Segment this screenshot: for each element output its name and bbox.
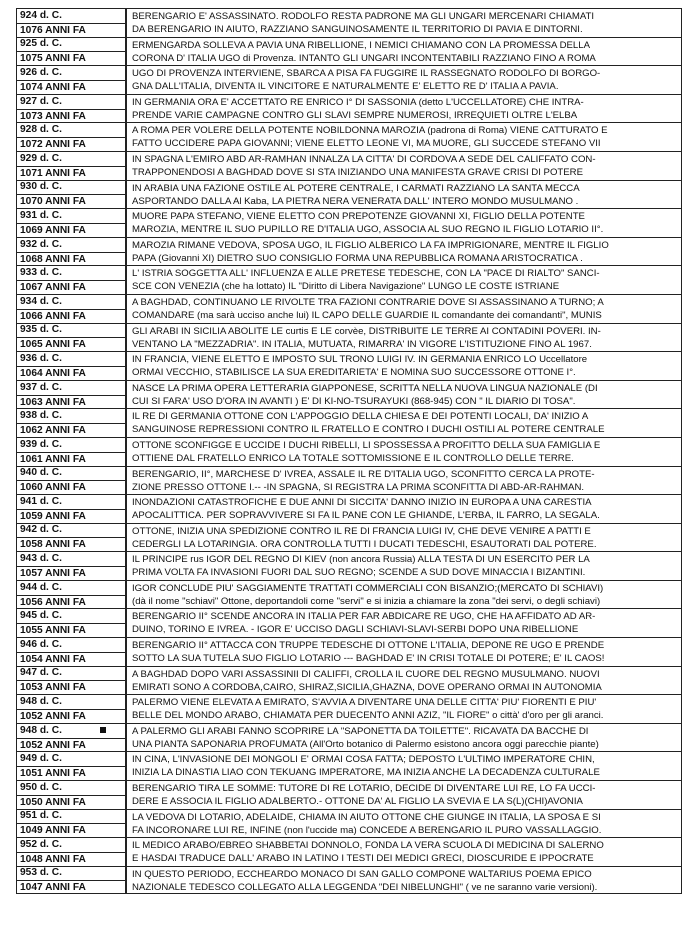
event-line: L' ISTRIA SOGGETTA ALL' INFLUENZA E ALLE PRETESE TEDESCHE, CON LA "PACE DI RIALTO" SANCI- [132,268,600,280]
event-text [127,95,681,123]
event-line: MUORE PAPA STEFANO, VIENE ELETTO CON PREPOTENZE GIOVANNI XI, FIGLIO DELLA POTENTE [132,211,585,223]
event-line: SCE CON VENEZIA (che ha lottato) IL "Diritto di Libera Navigazione" LUNGO LE COSTE ISTRIANE [132,281,560,293]
event-line: GNA DALL'ITALIA, DIVENTA IL VINCITORE E NATURALMENTE E' ELETTO RE D' ITALIA A PAVIA. [132,81,559,93]
event-text [127,9,681,37]
years-ago-label: 1070 ANNI FA [20,196,86,208]
table-row [16,37,682,66]
date-cell [17,123,127,151]
date-cell [17,324,127,352]
table-row [16,208,682,237]
date-cell [17,181,127,209]
event-line: IN ARABIA UNA FAZIONE OSTILE AL POTERE CENTRALE, I CARMATI RAZZIANO LA SANTA MECCA [132,182,580,194]
event-line: DUINO, TORINO E IVREA. - IGOR E' UCCISO DAGLI SCHIAVI-SLAVI-SERBI DOPO UNA RIBELLIONE [132,624,579,636]
years-ago-label: 1074 ANNI FA [20,81,86,93]
event-line: A BAGHDAD DOPO VARI ASSASSINII DI CALIFFI, CROLLA IL CUORE DEL REGNO MUSULMANO. NUOVI [132,668,600,680]
years-ago-label: 1073 ANNI FA [20,110,86,122]
date-cell [17,695,127,723]
year-label: 948 d. C. [20,724,62,736]
year-label: 939 d. C. [20,438,62,450]
event-line: (dà il nome "schiavi" Ottone, deportandoli come "servi" e si inizia a chiamare la zona "dei servi, o degli schiavi) [132,595,601,607]
event-line: ASPORTANDO DALLA Al Kaba, LA PIETRA NERA VENERATA DALL' INTERO MONDO MUSULMANO . [132,195,579,207]
event-text [127,409,681,437]
event-text [127,752,681,780]
years-ago-label: 1049 ANNI FA [20,825,86,837]
event-line: BERENGARIO TIRA LE SOMME: TUTORE DI RE LOTARIO, DECIDE DI DIVENTARE LUI RE, LO FA UCCI- [132,783,596,795]
table-row [16,237,682,266]
table-row [16,323,682,352]
chronology-table [16,8,682,894]
year-label: 929 d. C. [20,152,62,164]
event-line: IL PRINCIPE rus IGOR DEL REGNO DI KIEV (non ancora Russia) ALLA TESTA DI UN ESERCITO PER LA [132,554,590,566]
years-ago-label: 1055 ANNI FA [20,625,86,637]
year-label: 937 d. C. [20,381,62,393]
event-line: COMANDARE (ma sarà ucciso anche lui) IL CAPO DELLE GUARDIE IL comandante dei comandanti", MUNIS [132,309,602,321]
years-ago-label: 1076 ANNI FA [20,24,86,36]
year-label: 933 d. C. [20,267,62,279]
event-line: BELLE DEL MONDO ARABO, CHIAMATA PER DUECENTO ANNI AZIZ, "IL FIORE" o città' d'oro per gli aranci. [132,710,604,722]
event-line: BERENGARIO E' ASSASSINATO. RODOLFO RESTA PADRONE MA GLI UNGARI MERCENARI CHIAMATI [132,11,595,22]
year-label: 928 d. C. [20,124,62,136]
event-line: MAROZIA RIMANE VEDOVA, SPOSA UGO, IL FIGLIO ALBERICO LA FA IMPRIGIONARE, MENTRE IL FIGLIO [132,239,609,251]
event-text [127,781,681,809]
year-label: 935 d. C. [20,324,62,336]
event-line: UGO DI PROVENZA INTERVIENE, SBARCA A PISA FA FUGGIRE IL RASSEGNATO RODOLFO DI BORGO- [132,68,601,80]
date-cell [17,724,127,752]
years-ago-label: 1050 ANNI FA [20,796,86,808]
event-line: BERENGARIO, II°, MARCHESE D' IVREA, ASSALE IL RE D'ITALIA UGO, SCONFITTO CERCA LA PROTE- [132,468,595,480]
table-row [16,809,682,838]
date-cell [17,9,127,37]
event-text [127,352,681,380]
event-line: CORONA D' ITALIA UGO di Provenza. INTANTO GLI UNGARI INCONTENTABILI RAZZIANO FINO A ROMA [132,52,596,64]
years-ago-label: 1071 ANNI FA [20,167,86,179]
date-cell [17,781,127,809]
event-line: EMIRATI SONO A CORDOBA,CAIRO, SHIRAZ,SICILIA,GHAZNA, DOVE OPERANO ORMAI IN AUTONOMIA [132,681,602,693]
years-ago-label: 1069 ANNI FA [20,224,86,236]
year-label: 948 d. C. [20,696,62,708]
event-line: DA BERENGARIO IN AIUTO, RAZZIANO SANGUINOSAMENTE IL TERRITORIO DI PAVIA E DINTORNI. [132,24,583,35]
date-cell [17,381,127,409]
event-line: NASCE LA PRIMA OPERA LETTERARIA GIAPPONESE, SCRITTA NELLA NUOVA LINGUA NAZIONALE (DI [132,382,598,394]
event-text [127,381,681,409]
table-row [16,294,682,323]
year-label: 945 d. C. [20,610,62,622]
table-row [16,751,682,780]
years-ago-label: 1053 ANNI FA [20,682,86,694]
years-ago-label: 1058 ANNI FA [20,539,86,551]
year-label: 926 d. C. [20,66,62,78]
date-cell [17,266,127,294]
year-label: 940 d. C. [20,467,62,479]
square-bullet-icon [100,727,106,733]
year-label: 938 d. C. [20,410,62,422]
table-row [16,723,682,752]
event-line: ZIONE PRESSO OTTONE I.-- -IN SPAGNA, SI REGISTRA LA PRIMA SCONFITTA DI ABD-AR-RAHMAN. [132,481,585,493]
event-text [127,695,681,723]
year-label: 951 d. C. [20,810,62,822]
date-cell [17,295,127,323]
event-text [127,66,681,94]
years-ago-label: 1067 ANNI FA [20,282,86,294]
table-row [16,580,682,609]
years-ago-label: 1059 ANNI FA [20,510,86,522]
years-ago-label: 1047 ANNI FA [20,882,86,894]
year-label: 942 d. C. [20,524,62,536]
years-ago-label: 1065 ANNI FA [20,339,86,351]
event-line: A ROMA PER VOLERE DELLA POTENTE NOBILDONNA MAROZIA (padrona di Roma) VIENE CATTURATO E [132,125,608,137]
event-text [127,209,681,237]
years-ago-label: 1051 ANNI FA [20,768,86,780]
years-ago-label: 1064 ANNI FA [20,367,86,379]
year-label: 936 d. C. [20,352,62,364]
event-text [127,438,681,466]
event-line: IN QUESTO PERIODO, ECCHEARDO MONACO DI SAN GALLO COMPONE WALTARIUS POEMA EPICO [132,868,592,880]
table-row [16,380,682,409]
event-line: CUI SI FARA' USO D'ORA IN AVANTI ) E' DI KI-NO-TSURAYUKI (868-945) CON " IL DIARIO DI TOSA". [132,395,576,407]
date-cell [17,838,127,866]
event-text [127,152,681,180]
event-line: PAPA (Giovanni XI) DIETRO SUO CONSIGLIO FORMA UNA REPUBBLICA ROMANA ARISTOCRATICA . [132,252,583,264]
years-ago-label: 1061 ANNI FA [20,453,86,465]
event-line: OTTIENE DAL FRATELLO ENRICO LA TOTALE SOTTOMISSIONE E IL CONTROLLO DELLE TERRE. [132,452,574,464]
event-text [127,123,681,151]
date-cell [17,38,127,66]
year-label: 952 d. C. [20,839,62,851]
event-text [127,552,681,580]
table-row [16,94,682,123]
event-line: IL RE DI GERMANIA OTTONE CON L'APPOGGIO DELLA CHIESA E DEI POTENTI LOCALI, DA' INIZIO A [132,411,589,423]
year-label: 932 d. C. [20,238,62,250]
date-cell [17,810,127,838]
event-text [127,609,681,637]
event-line: MAROZIA, MENTRE IL SUO PUPILLO RE D'ITALIA UGO, ASSOCIA AL SUO REGNO IL FIGLIO LOTARIO II°. [132,224,604,236]
date-cell [17,752,127,780]
event-line: PRENDE VARIE CAMPAGNE CONTRO GLI SLAVI SEMPRE NUMEROSI, IRREQUIETI OLTRE L'ELBA [132,109,578,121]
date-cell [17,438,127,466]
event-line: NAZIONALE TEDESCO COLLEGATO ALLA LEGGENDA "DEI NIBELUNGHI" ( ve ne saranno varie versioni). [132,881,598,893]
event-line: ERMENGARDA SOLLEVA A PAVIA UNA RIBELLIONE, I NEMICI CHIAMANO CON LA PROMESSA DELLA [132,39,590,51]
table-row [16,466,682,495]
date-cell [17,638,127,666]
event-line: ORMAI VECCHIO, STABILISCE LA SUA EREDITARIETA' E NOMINA SUO SUCCESSORE OTTONE I°. [132,367,576,379]
event-text [127,467,681,495]
event-text [127,810,681,838]
event-line: CEDERGLI LA LOTARINGIA. ORA CONTROLLA TUTTI I DUCATI TEDESCHI, ESAUTORATI DAL POTERE. [132,538,597,550]
event-line: DERE E ASSOCIA IL FIGLIO ADALBERTO.- OTTONE DA' AL FIGLIO LA SVEVIA E LA S(L)(CHI)AVONIA [132,796,583,808]
event-text [127,324,681,352]
year-label: 950 d. C. [20,781,62,793]
years-ago-label: 1062 ANNI FA [20,425,86,437]
event-line: SANGUINOSE REPRESSIONI CONTRO IL FRATELLO E CONTRO I DUCHI OSTILI AL POTERE CENTRALE [132,424,605,436]
year-label: 941 d. C. [20,495,62,507]
event-text [127,867,681,894]
year-label: 943 d. C. [20,553,62,565]
date-cell [17,524,127,552]
years-ago-label: 1057 ANNI FA [20,568,86,580]
event-text [127,266,681,294]
event-line: LA VEDOVA DI LOTARIO, ADELAIDE, CHIAMA IN AIUTO OTTONE CHE GIUNGE IN ITALIA, LA SPOSA E SI [132,811,601,823]
event-line: IN CINA, L'INVASIONE DEI MONGOLI E' ORMAI COSA FATTA; DEPOSTO L'ULTIMO IMPERATORE CHIN, [132,754,595,766]
event-line: TRAPPONENDOSI A BAGHDAD DOVE SI STA INIZIANDO UNA MANIFESTA GRAVE CRISI DI POTERE [132,166,583,178]
years-ago-label: 1066 ANNI FA [20,310,86,322]
year-label: 925 d. C. [20,38,62,50]
years-ago-label: 1048 ANNI FA [20,854,86,866]
years-ago-label: 1063 ANNI FA [20,396,86,408]
event-line: E HASDAI TRADUCE DALL' ARABO IN LATINO I TESTI DEI MEDICI GRECI, DIOSCURIDE E IPPOCRATE [132,853,594,865]
years-ago-label: 1056 ANNI FA [20,596,86,608]
date-cell [17,409,127,437]
table-row [16,551,682,580]
event-line: A PALERMO GLI ARABI FANNO SCOPRIRE LA "SAPONETTA DA TOILETTE". RICAVATA DA BACCHE DI [132,725,589,737]
table-row [16,8,682,37]
event-line: BERENGARIO II° SCENDE ANCORA IN ITALIA PER FAR ABDICARE RE UGO, CHE HA AFFIDATO AD AR- [132,611,596,623]
event-text [127,581,681,609]
date-cell [17,495,127,523]
event-line: APOCALITTICA. PER SOPRAVVIVERE SI FA IL PANE CON LE GHIANDE, L'ERBA, IL FARRO, LA SEGALA. [132,510,600,522]
event-line: IN GERMANIA ORA E' ACCETTATO RE ENRICO I° DI SASSONIA (detto L'UCCELLATORE) CHE INTRA- [132,96,584,108]
event-text [127,667,681,695]
event-line: IL MEDICO ARABO/EBREO SHABBETAI DONNOLO, FONDA LA VERA SCUOLA DI MEDICINA DI SALERNO [132,840,604,852]
years-ago-label: 1072 ANNI FA [20,139,86,151]
table-row [16,122,682,151]
date-cell [17,467,127,495]
event-text [127,238,681,266]
event-text [127,495,681,523]
years-ago-label: 1075 ANNI FA [20,53,86,65]
years-ago-label: 1068 ANNI FA [20,253,86,265]
event-line: SOTTO LA SUA TUTELA SUO FIGLIO LOTARIO --- BAGHDAD E' IN CRISI TOTALE DI POTERE; E' IL CAOS! [132,653,605,665]
years-ago-label: 1060 ANNI FA [20,482,86,494]
years-ago-label: 1052 ANNI FA [20,739,86,751]
date-cell [17,552,127,580]
date-cell [17,609,127,637]
table-row [16,494,682,523]
event-line: PRIMA VOLTA FA INVASIONI FUORI DAL SUO REGNO; SCENDE A SUD DOVE MINACCIA I BIZANTINI. [132,567,586,579]
table-row [16,437,682,466]
table-row [16,65,682,94]
event-line: INIZIA LA DINASTIA LIAO CON TEKUANG IMPERATORE, MA INIZIA ANCHE LA DECADENZA CULTURALE [132,767,600,779]
year-label: 931 d. C. [20,209,62,221]
event-text [127,724,681,752]
table-row [16,523,682,552]
table-row [16,151,682,180]
event-line: OTTONE SCONFIGGE E UCCIDE I DUCHI RIBELLI, LI SPOSSESSA A PROFITTO DELLA SUA FAMIGLIA E [132,439,601,451]
event-line: OTTONE, INIZIA UNA SPEDIZIONE CONTRO IL RE DI FRANCIA LUIGI IV, CHE DEVE VENIRE A PATTI E [132,525,591,537]
event-text [127,295,681,323]
event-text [127,838,681,866]
event-line: BERENGARIO II° ATTACCA CON TRUPPE TEDESCHE DI OTTONE L'ITALIA, DEPONE RE UGO E PRENDE [132,640,605,652]
table-row [16,408,682,437]
year-label: 944 d. C. [20,581,62,593]
date-cell [17,152,127,180]
table-row [16,837,682,866]
event-text [127,181,681,209]
year-label: 953 d. C. [20,867,62,879]
years-ago-label: 1054 ANNI FA [20,653,86,665]
event-line: VENTANO LA "MEZZADRIA". IN ITALIA, MUTUATA, RIMARRA' IN VIGORE L'ISTITUZIONE FINO AL 1967. [132,338,592,350]
year-label: 924 d. C. [20,9,62,21]
table-row [16,866,682,895]
date-cell [17,66,127,94]
event-line: IGOR CONCLUDE PIU' SAGGIAMENTE TRATTATI COMMERCIALI CON BISANZIO;(MERCATO DI SCHIAVI) [132,582,604,594]
date-cell [17,667,127,695]
year-label: 946 d. C. [20,638,62,650]
event-line: PALERMO VIENE ELEVATA A EMIRATO, S'AVVIA A DIVENTARE UNA DELLE CITTA' PIU' FIORENTI E PIU' [132,697,597,709]
event-line: IN SPAGNA L'EMIRO ABD AR-RAMHAN INNALZA LA CITTA' DI CORDOVA A SEDE DEL CALIFFATO CON- [132,153,596,165]
event-line: UNA PIANTA SAPONARIA PROFUMATA (All'Orto botanico di Palermo esistono ancora oggi parecchie piante) [132,738,599,750]
event-line: GLI ARABI IN SICILIA ABOLITE LE curtis E LE corvèe, DISTRIBUITE LE TERRE AI CONTADINI POVERI. IN- [132,325,601,337]
event-line: A BAGHDAD, CONTINUANO LE RIVOLTE TRA FAZIONI CONTRARIE DOVE SI ASSASSINANO A TURNO; A [132,296,604,308]
event-line: INONDAZIONI CATASTROFICHE E DUE ANNI DI SICCITA' DANNO INIZIO IN EUROPA A UNA CARESTIA [132,497,592,509]
table-row [16,180,682,209]
date-cell [17,95,127,123]
table-row [16,265,682,294]
table-row [16,637,682,666]
table-row [16,608,682,637]
year-label: 947 d. C. [20,667,62,679]
event-line: FA INCORONARE LUI RE, INFINE (non l'uccide ma) CONCEDE A BERENGARIO IL PURO VASSALLAGGIO. [132,824,602,836]
table-row [16,780,682,809]
event-line: IN FRANCIA, VIENE ELETTO E IMPOSTO SUL TRONO LUIGI IV. IN GERMANIA ENRICO LO Uccellatore [132,354,588,366]
date-cell [17,581,127,609]
year-label: 927 d. C. [20,95,62,107]
table-row [16,351,682,380]
years-ago-label: 1052 ANNI FA [20,711,86,723]
table-row [16,666,682,695]
year-label: 934 d. C. [20,295,62,307]
date-cell [17,352,127,380]
event-text [127,638,681,666]
event-line: FATTO UCCIDERE PAPA GIOVANNI; VIENE ELETTO LEONE VI, MA MUORE, GLI SUCCEDE STEFANO VII [132,138,601,150]
date-cell [17,209,127,237]
event-text [127,38,681,66]
year-label: 949 d. C. [20,753,62,765]
event-text [127,524,681,552]
date-cell [17,238,127,266]
date-cell [17,867,127,894]
table-row [16,694,682,723]
year-label: 930 d. C. [20,181,62,193]
